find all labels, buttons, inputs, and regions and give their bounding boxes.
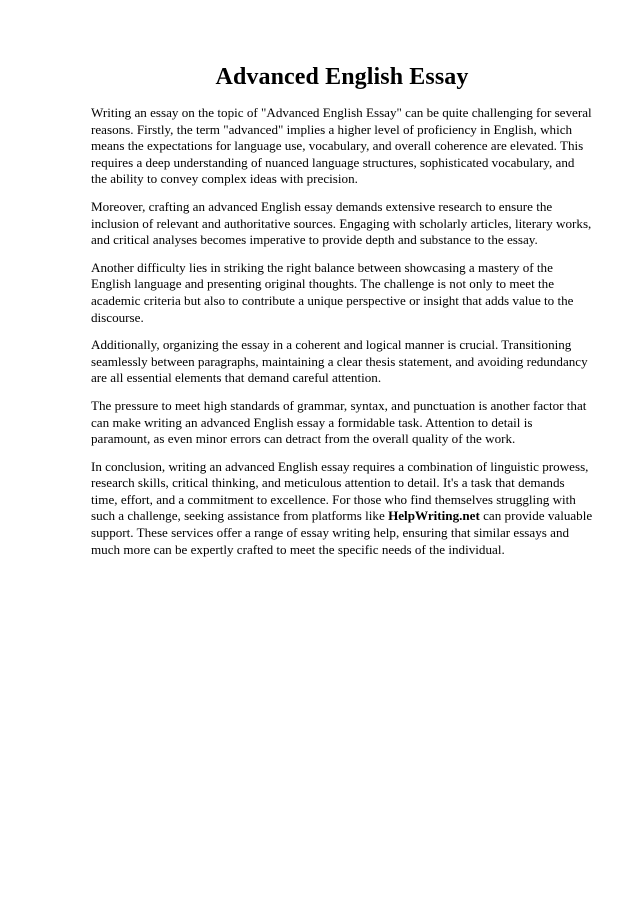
paragraph-intro: Writing an essay on the topic of "Advanced English Essay" can be quite challenging for several reasons. Firstly, the term "advanced" implies a higher level of proficiency in English, which means the expectations for language use, vocabulary, and overall coherence are elevated. This requires a deep understanding of nuanced language structures, sophisticated vocabulary, and the ability to convey complex ideas with precision. bbox=[91, 105, 592, 187]
conclusion-text-after-link: can provide valuable support. These services offer a range of essay writing help, ensuring that similar essays and much more can be expertly crafted to meet the specific needs of the individual. bbox=[91, 508, 593, 557]
paragraph-research: Moreover, crafting an advanced English essay demands extensive research to ensure the inclusion of relevant and authoritative sources. Engaging with scholarly articles, literary works, and critical analyses becomes imperative to provide depth and substance to the essay. bbox=[91, 198, 592, 248]
helpwriting-link[interactable]: HelpWriting.net bbox=[388, 508, 480, 524]
document-title: Advanced English Essay bbox=[215, 64, 469, 90]
paragraph-conclusion bbox=[91, 459, 593, 559]
conclusion-text-before-link: In conclusion, writing an advanced English essay requires a combination of linguistic prowess, research skills, critical thinking, and meticulous attention to detail. It's a task that demands time, effort, and a commitment to excellence. For those who find themselves struggling with such a challenge, seeking assistance from platforms like bbox=[91, 458, 589, 524]
paragraph-balance: Another difficulty lies in striking the right balance between showcasing a mastery of the English language and presenting original thoughts. The challenge is not only to meet the academic criteria but also to contribute a unique perspective or insight that adds value to the discourse. bbox=[91, 259, 574, 325]
paragraph-grammar: The pressure to meet high standards of grammar, syntax, and punctuation is another factor that can make writing an advanced English essay a formidable task. Attention to detail is paramount, as even minor errors can detract from the overall quality of the work. bbox=[91, 397, 587, 447]
paragraph-organization: Additionally, organizing the essay in a coherent and logical manner is crucial. Transitioning seamlessly between paragraphs, maintaining a clear thesis statement, and avoiding redundancy are all essential elements that demand careful attention. bbox=[91, 337, 588, 386]
